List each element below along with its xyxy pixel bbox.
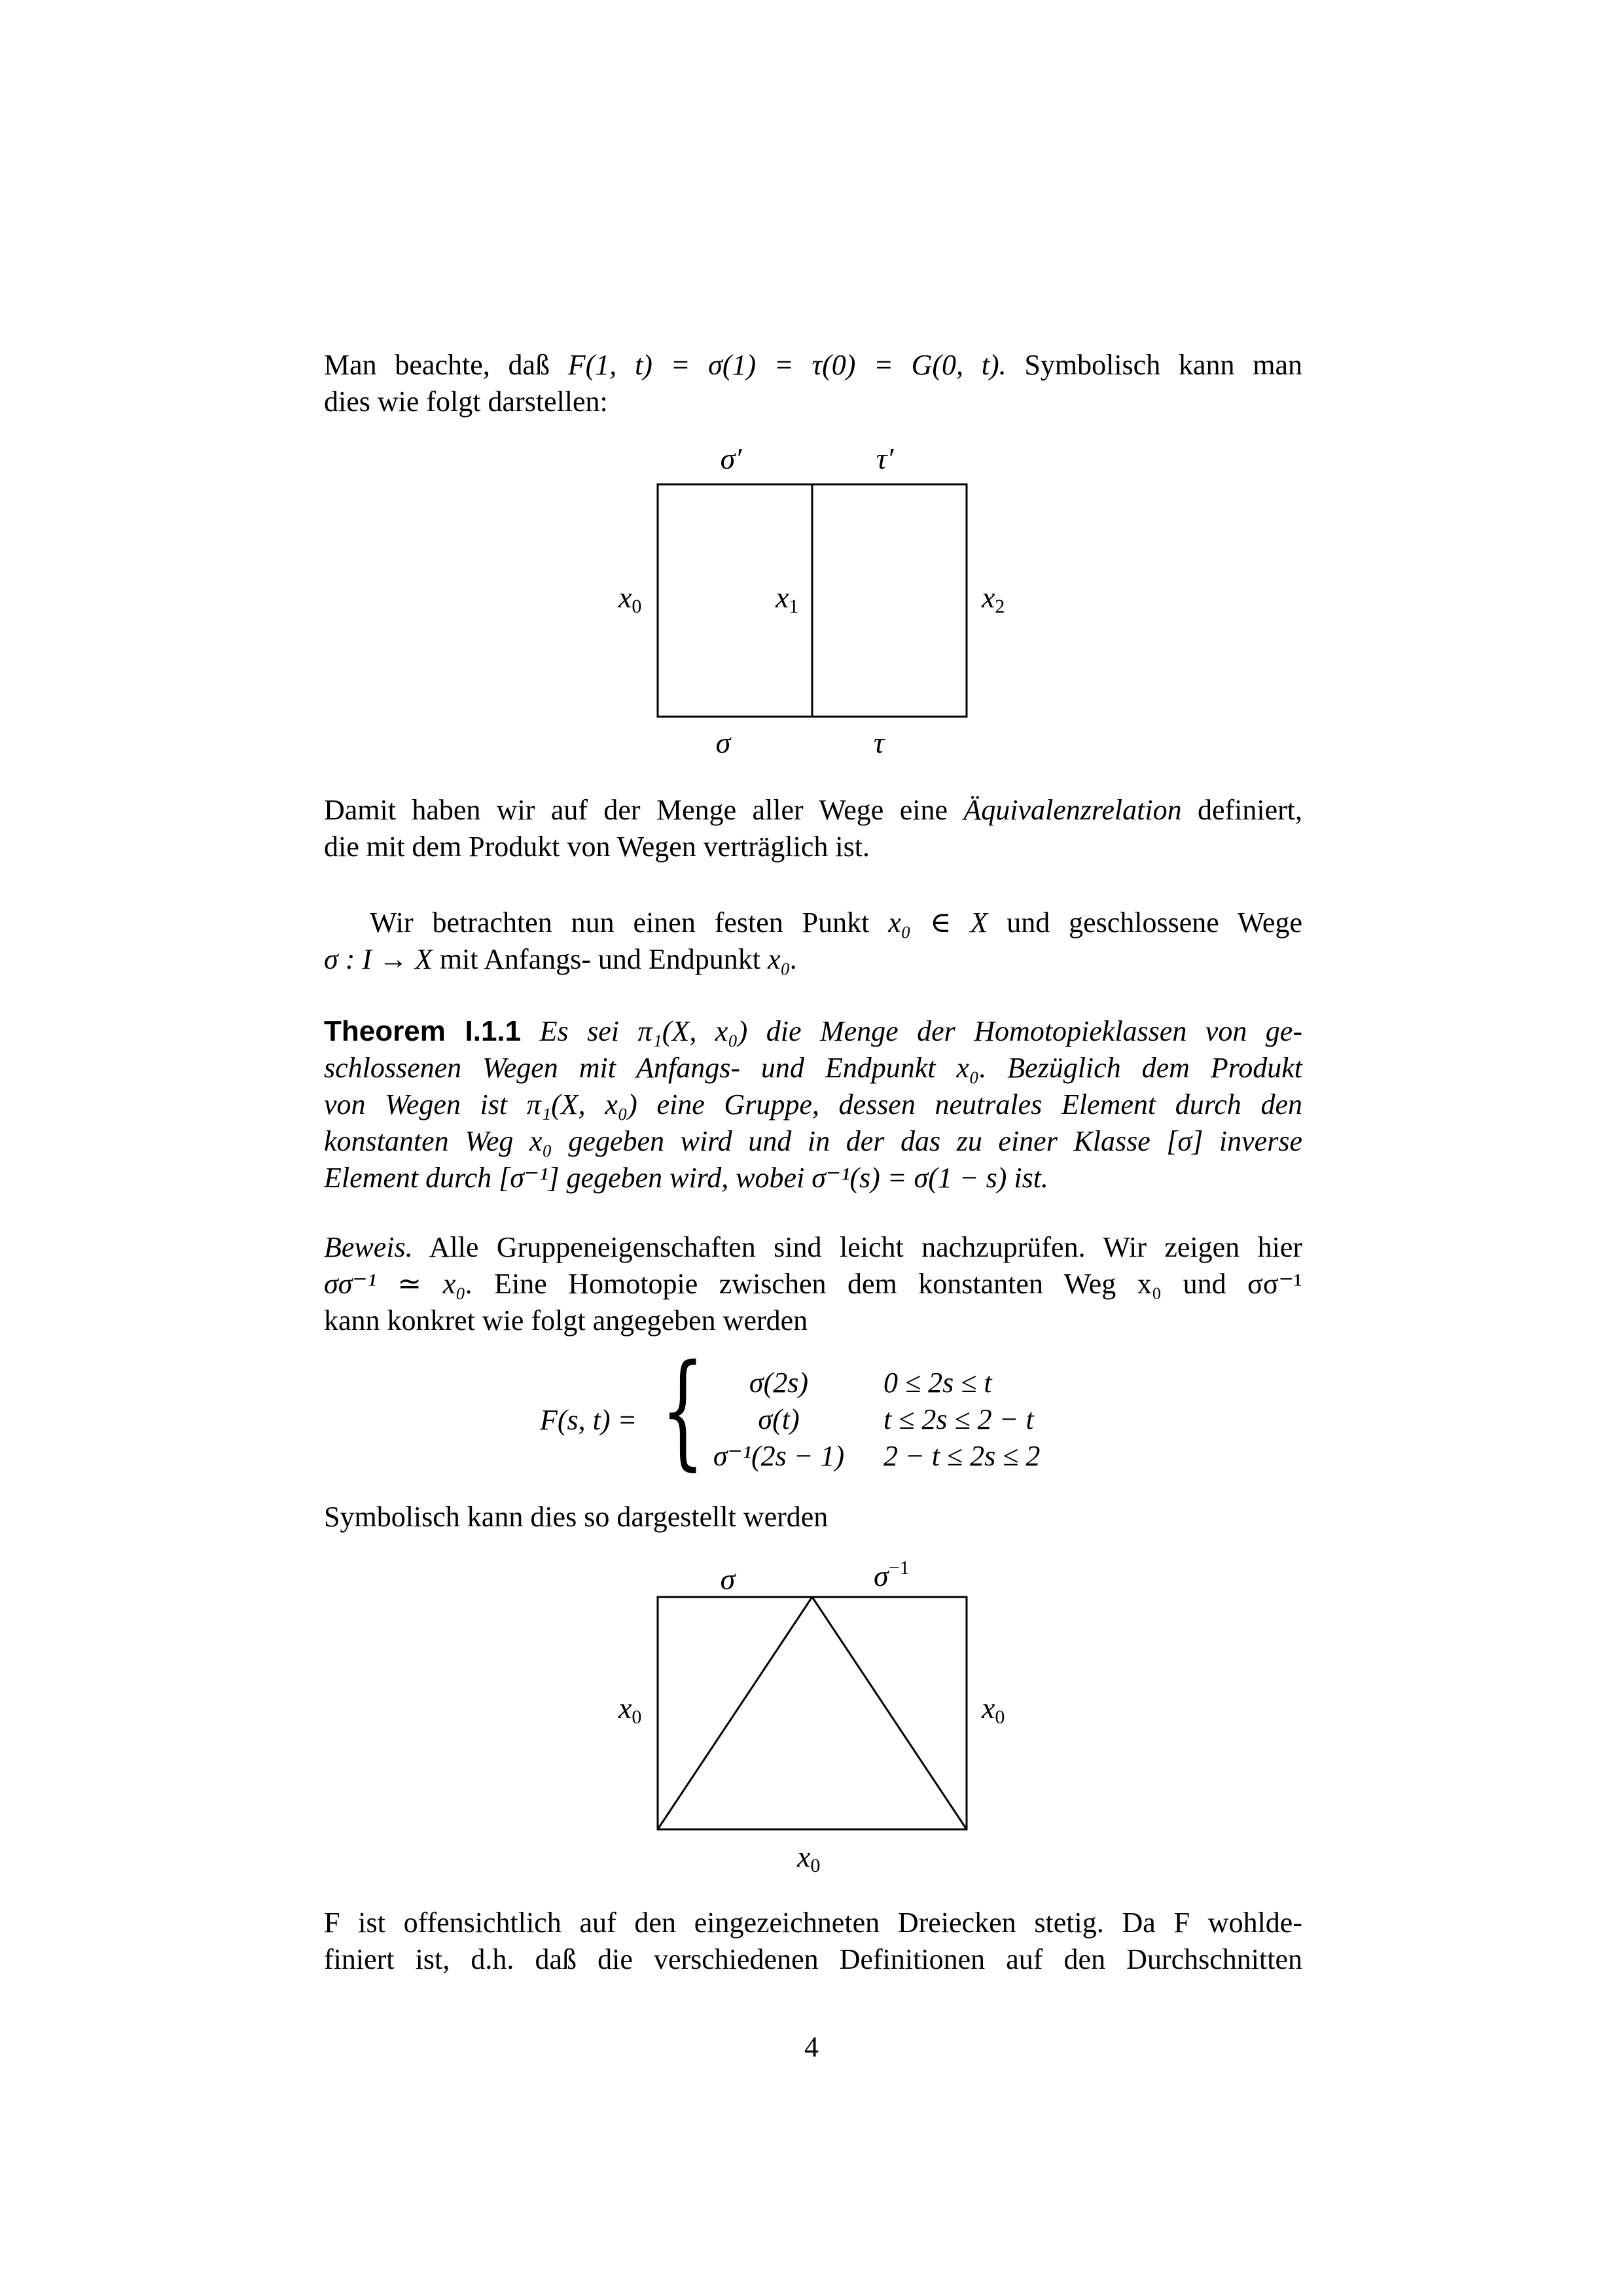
para2-line-2: die mit dem Produkt von Wegen verträglich ist. (324, 831, 870, 863)
fig2-sigma-inv-base: σ (874, 1559, 889, 1592)
theorem-text-4: konstanten Weg x₀ gegeben wird und in der das zu einer Klasse [σ] inverse (324, 1125, 1302, 1157)
fig2-left-base: x (618, 1691, 632, 1725)
fig1-label-tau: τ (873, 726, 885, 759)
theorem-label: Theorem I.1.1 (324, 1015, 522, 1047)
para2-emphasis: Äquivalenzrelation (963, 794, 1182, 826)
intro-text-b: Symbolisch kann man (1006, 349, 1302, 381)
fig1-x1-base: x (776, 581, 789, 614)
row3-cond: 2 − t ≤ 2s ≤ 2 (883, 1440, 1041, 1472)
fig1-label-tau-prime: τ′ (876, 442, 894, 475)
page-number: 4 (804, 2031, 819, 2063)
fig2-bottom-base: x (797, 1840, 811, 1873)
fig2-outer-rect (658, 1597, 967, 1829)
fig2-label-sigma-inverse (874, 1557, 910, 1592)
para3-math-a: x₀ ∈ X (888, 906, 988, 939)
intro-text-a: Man beachte, daß (324, 349, 568, 381)
para3-text-b: und geschlossene Wege (988, 906, 1302, 939)
fig1-x1-sub: 1 (789, 596, 799, 617)
row3-expr: σ⁻¹(2s − 1) (713, 1440, 845, 1472)
para5-line-1: F ist offensichtlich auf den eingezeichneten Dreiecken stetig. Da F wohlde- (324, 1907, 1302, 1939)
theorem-text-1: Es sei π₁(X, x₀) die Menge der Homotopieklassen von ge- (539, 1015, 1302, 1047)
row1-expr: σ(2s) (749, 1367, 809, 1399)
fig1-label-sigma-prime: σ′ (720, 442, 742, 475)
para2-text-a: Damit haben wir auf der Menge aller Wege eine (324, 794, 964, 826)
fig2-right-base: x (982, 1691, 995, 1725)
fig2-sigma-inv-sup: −1 (888, 1557, 910, 1579)
row1-cond: 0 ≤ 2s ≤ t (883, 1367, 992, 1399)
fig2-left-sub: 0 (632, 1706, 642, 1728)
proof-label: Beweis. (324, 1231, 413, 1263)
theorem-text-2: schlossenen Wegen mit Anfangs- und Endpunkt x₀. Bezüglich dem Produkt (324, 1052, 1302, 1084)
proof-line-3: kann konkret wie folgt angegeben werden (324, 1304, 808, 1336)
para3-text-c: mit Anfangs- und Endpunkt (432, 943, 768, 975)
para5-line-2: finiert ist, d.h. daß die verschiedenen Definitionen auf den Durchschnitten (324, 1943, 1302, 1975)
equation-lhs: F(s, t) = (540, 1404, 637, 1436)
fig2-label-sigma: σ (720, 1562, 736, 1596)
para3-math-b: σ : I → X (324, 943, 433, 975)
proof-text-1: Alle Gruppeneigenschaften sind leicht nachzuprüfen. Wir zeigen hier (429, 1231, 1302, 1263)
fig1-x0-base: x (618, 581, 632, 614)
intro-line-2: dies wie folgt darstellen: (324, 386, 608, 418)
theorem-text-3: von Wegen ist π₁(X, x₀) eine Gruppe, dessen neutrales Element durch den (324, 1088, 1302, 1121)
fig1-label-sigma: σ (715, 726, 731, 759)
fig1-x2-base: x (982, 581, 995, 614)
row2-cond: t ≤ 2s ≤ 2 − t (883, 1403, 1034, 1435)
fig1-x0-sub: 0 (632, 596, 642, 617)
para3-math-c: x₀. (767, 943, 798, 975)
para3-text-a: Wir betrachten nun einen festen Punkt (370, 906, 889, 939)
intro-math: F(1, t) = σ(1) = τ(0) = G(0, t). (567, 349, 1007, 381)
proof-text-2: Eine Homotopie zwischen dem konstanten Weg x₀ und σσ⁻¹ (494, 1268, 1302, 1300)
fig2-label-x0-left (618, 1691, 642, 1728)
fig2-label-x0-right (982, 1691, 1005, 1728)
fig1-x2-sub: 2 (995, 596, 1005, 617)
para4-line: Symbolisch kann dies so dargestellt werden (324, 1501, 829, 1533)
proof-math: σσ⁻¹ ≃ x₀. (324, 1268, 473, 1300)
fig2-label-x0-bottom (797, 1840, 821, 1876)
equation-brace: { (661, 1338, 705, 1482)
fig2-right-sub: 0 (995, 1706, 1005, 1728)
para2-text-b: definiert, (1181, 794, 1302, 826)
theorem-text-5: Element durch [σ⁻¹] gegeben wird, wobei σ⁻¹(s) = σ(1 − s) ist. (324, 1162, 1048, 1194)
row2-expr: σ(t) (758, 1403, 800, 1435)
fig2-left-diagonal (658, 1597, 812, 1829)
fig2-right-diagonal (812, 1597, 967, 1829)
continuity-paragraph (324, 1905, 1302, 1978)
fig2-bottom-sub: 0 (810, 1855, 821, 1876)
